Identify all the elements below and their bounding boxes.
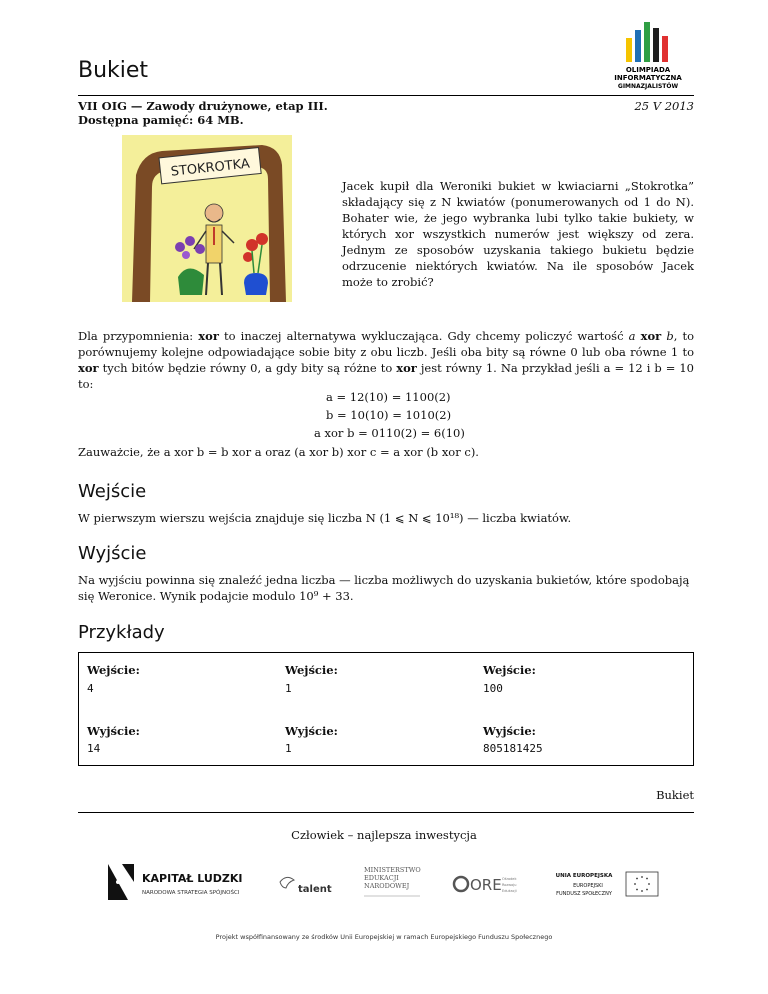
- header-rule: [78, 95, 694, 96]
- footer-motto: Człowiek – najlepsza inwestycja: [291, 828, 477, 842]
- example-input-label: Wejście:: [285, 663, 338, 677]
- footer-problem-name: Bukiet: [656, 788, 694, 802]
- logo-bar-red: [662, 36, 668, 62]
- talent-logo: [274, 872, 336, 898]
- var-a: a: [628, 329, 636, 343]
- ore-text: ORE: [470, 876, 502, 894]
- xor-text-5: jest równy 1. Na przykład jeśli a = 12 i b = 10 to:: [78, 361, 694, 391]
- problem-title: Bukiet: [78, 58, 149, 83]
- examples-box: [78, 652, 694, 766]
- xor-keyword: xor: [396, 361, 417, 375]
- xor-text-2: to inaczej alternatywa wykluczająca. Gdy chcemy policzyć wartość: [218, 329, 629, 343]
- eu-flag-icon: [626, 872, 658, 896]
- output-description: Na wyjściu powinna się znaleźć jedna liczba — liczba możliwych do uzyskania bukietów, które spodobają się Weronice. Wynik podajcie modulo 10⁹ + 33.: [78, 573, 690, 603]
- xor-properties-note: Zauważcie, że a xor b = b xor a oraz (a xor b) xor c = a xor (b xor c).: [78, 445, 479, 459]
- memory-limit: Dostępna pamięć: 64 MB.: [78, 113, 244, 127]
- examples-heading: Przykłady: [78, 622, 165, 643]
- eu-line-2: EUROPEJSKI: [573, 883, 603, 889]
- eu-line-3: FUNDUSZ SPOŁECZNY: [556, 891, 612, 897]
- example-input-label: Wejście:: [483, 663, 536, 677]
- logo-text-3: GIMNAZJALISTÓW: [617, 83, 679, 90]
- example-output-value: 805181425: [483, 742, 543, 755]
- contest-info: VII OIG — Zawody drużynowe, etap III.: [78, 99, 328, 113]
- xor-text-1: Dla przypomnienia:: [78, 329, 199, 343]
- men-line-2: EDUKACJI: [364, 874, 399, 882]
- example-output-value: 14: [87, 742, 101, 755]
- logo-bar-blue: [635, 30, 641, 62]
- xor-keyword: xor: [640, 329, 662, 343]
- ore-logo: [452, 872, 522, 898]
- talent-text: talent: [298, 884, 332, 895]
- kapital-ludzki-subtitle: NARODOWA STRATEGIA SPÓJNOŚCI: [142, 890, 240, 896]
- xor-keyword: xor: [198, 329, 219, 343]
- kapital-ludzki-title: KAPITAŁ LUDZKI: [142, 872, 243, 885]
- problem-story: Jacek kupił dla Weroniki bukiet w kwiaciarni „Stokrotka” składający się z N kwiatów (ponumerowanych od 1 do N). Bohater wie, że jego wybranka lubi tylko takie bukiety, w których xor wszystkich numerów jest większy od zera. Jednym ze sposobów uzyskania takiego bukietu będzie odrzucenie niektórych kwiatów. Na ile sposobów Jacek może to zrobić?: [342, 179, 694, 289]
- contest-date: 25 V 2013: [634, 99, 694, 113]
- equation-b: b = 10(10) = 1010(2): [326, 408, 452, 422]
- example-input-value: 4: [87, 682, 94, 695]
- output-heading: Wyjście: [78, 543, 147, 564]
- example-output-value: 1: [285, 742, 292, 755]
- xor-explanation: [78, 328, 694, 392]
- ore-sub-2: Rozwoju: [502, 883, 517, 887]
- input-heading: Wejście: [78, 481, 147, 502]
- xor-text-4: tych bitów będzie równy 0, a gdy bity są różne to: [98, 361, 397, 375]
- var-b: b: [666, 329, 674, 343]
- ore-sub-1: Ośrodek: [502, 877, 517, 881]
- eu-line-1: UNIA EUROPEJSKA: [555, 873, 613, 879]
- logo-bar-green: [644, 22, 650, 62]
- xor-text-3: , to porównujemy kolejne odpowiadające sobie bity z obu liczb. Jeśli oba bity są równe 0 lub oba równe 1 to: [78, 329, 695, 359]
- example-output-label: Wyjście:: [483, 724, 536, 738]
- kapital-ludzki-logo: [104, 860, 250, 904]
- example-output-label: Wyjście:: [285, 724, 338, 738]
- example-input-value: 100: [483, 682, 503, 695]
- footer-rule: [78, 812, 694, 813]
- logo-text-1: OLIMPIADA: [625, 66, 671, 74]
- men-logo: [360, 864, 430, 902]
- shop-sign-text: STOKROTKA: [170, 156, 251, 180]
- eu-logo: [548, 868, 664, 902]
- example-output-label: Wyjście:: [87, 724, 140, 738]
- example-input-label: Wejście:: [87, 663, 140, 677]
- input-description: W pierwszym wierszu wejścia znajduje się liczba N (1 ⩽ N ⩽ 10¹⁸) — liczba kwiatów.: [78, 511, 572, 525]
- xor-keyword: xor: [78, 361, 99, 375]
- olympiad-logo: [606, 22, 696, 92]
- logo-text-2: INFORMATYCZNA: [614, 74, 682, 82]
- ore-sub-3: Edukacji: [502, 889, 517, 893]
- men-line-3: NARODOWEJ: [364, 882, 410, 890]
- men-line-1: MINISTERSTWO: [364, 866, 421, 874]
- flower-shop-illustration: [122, 135, 292, 302]
- equation-a: a = 12(10) = 1100(2): [326, 390, 451, 404]
- logo-bar-black: [653, 28, 659, 62]
- equation-xor: a xor b = 0110(2) = 6(10): [314, 426, 465, 440]
- funding-notice: Projekt współfinansowany ze środków Unii Europejskiej w ramach Europejskiego Funduszu Społecznego: [215, 933, 553, 941]
- logo-bar-yellow: [626, 38, 632, 62]
- example-input-value: 1: [285, 682, 292, 695]
